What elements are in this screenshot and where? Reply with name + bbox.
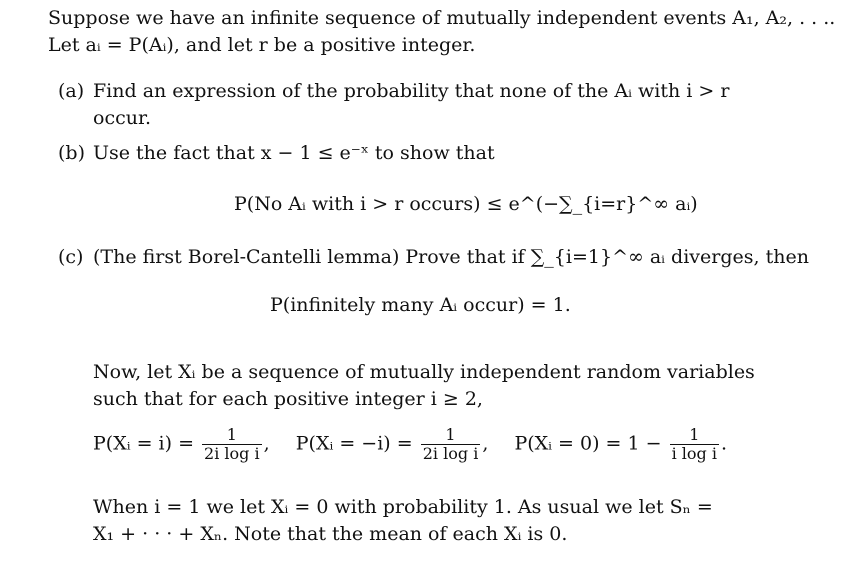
part2-line-3: When i = 1 we let Xᵢ = 0 with probability 1. As usual we let Sₙ = bbox=[93, 496, 713, 518]
eq1-comma: , bbox=[263, 432, 270, 455]
part-b-label: (b) bbox=[58, 142, 85, 164]
eq1-numerator: 1 bbox=[202, 426, 262, 445]
eq2-fraction bbox=[421, 426, 481, 463]
part2-line-1: Now, let Xᵢ be a sequence of mutually independent random variables bbox=[93, 361, 755, 383]
eq2-denominator: 2i log i bbox=[422, 444, 479, 463]
intro-line-1: Suppose we have an infinite sequence of mutually independent events A₁, A₂, . . .. bbox=[48, 7, 836, 29]
eq3-fraction bbox=[670, 426, 719, 463]
part-a-line-1: Find an expression of the probability that none of the Aᵢ with i > r bbox=[93, 80, 730, 102]
part-b-display-equation: P(No Aᵢ with i > r occurs) ≤ e^(−∑_{i=r}^∞ aᵢ) bbox=[234, 193, 698, 215]
eq3-period: . bbox=[721, 432, 728, 455]
eq2-lhs: P(Xᵢ = −i) = bbox=[295, 432, 413, 455]
intro-line-2: Let aᵢ = P(Aᵢ), and let r be a positive integer. bbox=[48, 34, 476, 56]
part-b-line-1: Use the fact that x − 1 ≤ e⁻ˣ to show that bbox=[93, 142, 495, 164]
part2-line-2: such that for each positive integer i ≥ 2, bbox=[93, 388, 483, 410]
part-c-line-1: (The first Borel-Cantelli lemma) Prove that if ∑_{i=1}^∞ aᵢ diverges, then bbox=[93, 246, 809, 268]
eq1-lhs: P(Xᵢ = i) = bbox=[93, 432, 194, 455]
part-c-display-equation: P(infinitely many Aᵢ occur) = 1. bbox=[270, 294, 571, 316]
part-a-line-2: occur. bbox=[93, 107, 151, 129]
part2-line-4: X₁ + · · · + Xₙ. Note that the mean of each Xᵢ is 0. bbox=[93, 523, 568, 545]
eq3-denominator: i log i bbox=[671, 444, 717, 463]
distribution-equations bbox=[93, 426, 727, 463]
eq1-denominator: 2i log i bbox=[204, 444, 260, 463]
eq1-fraction bbox=[202, 426, 262, 463]
eq2-numerator: 1 bbox=[421, 426, 481, 445]
eq2-comma: , bbox=[482, 432, 489, 455]
part-a-label: (a) bbox=[58, 80, 85, 102]
eq3-lhs: P(Xᵢ = 0) = 1 − bbox=[514, 432, 662, 455]
part-c-label: (c) bbox=[58, 246, 84, 268]
eq3-numerator: 1 bbox=[670, 426, 719, 445]
